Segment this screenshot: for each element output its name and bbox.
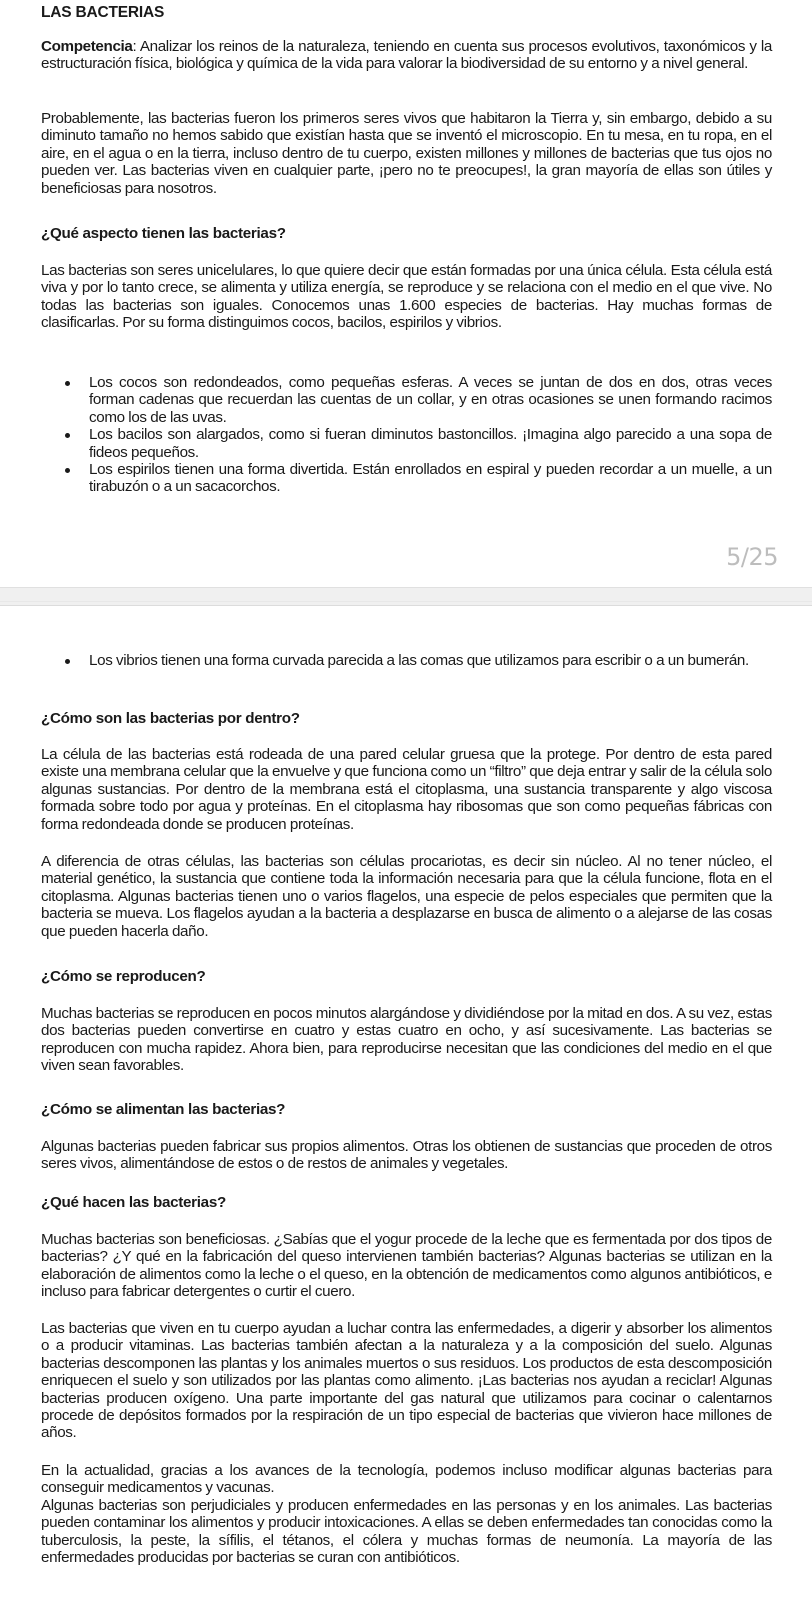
bacteria-shapes-list	[89, 374, 772, 496]
list-item-bacilos: Los bacilos son alargados, como si fueran diminutos bastoncillos. ¡Imagina algo parecido a una sopa de fideos pequeños.	[89, 426, 772, 461]
competencia-text: : Analizar los reinos de la naturaleza, teniendo en cuenta sus procesos evolutivos, taxonómicos y la estructuración física, biológica y química de la vida para valorar la biodiversidad de su entorno y a nivel general.	[41, 38, 772, 73]
section-heading-que-hacen: ¿Qué hacen las bacterias?	[41, 1194, 226, 1211]
bullet-icon	[65, 433, 70, 438]
list-item-cocos: Los cocos son redondeados, como pequeñas esferas. A veces se juntan de dos en dos, otras veces forman cadenas que recuerdan las cuentas de un collar, y en otras ocasiones se unen formando racimos como los de las uvas.	[89, 374, 772, 426]
section-heading-alimentan: ¿Cómo se alimentan las bacterias?	[41, 1101, 286, 1118]
section-heading-aspecto: ¿Qué aspecto tienen las bacterias?	[41, 225, 286, 242]
page-number-indicator: 5/25	[726, 543, 778, 571]
competencia-paragraph	[41, 38, 772, 73]
competencia-label: Competencia	[41, 38, 133, 55]
section-paragraph-alimentan: Algunas bacterias pueden fabricar sus propios alimentos. Otras los obtienen de sustancias que proceden de otros seres vivos, alimentándose de estos o de restos de animales y vegetales.	[41, 1138, 772, 1173]
section-paragraph-reproducen: Muchas bacterias se reproducen en pocos minutos alargándose y dividiéndose por la mitad en dos. A su vez, estas dos bacterias pueden convertirse en cuatro y estas cuatro en ocho, y así sucesivamente. Las bacterias se reproducen con mucha rapidez. Ahora bien, para reproducirse necesitan que las condiciones del medio en el que viven sean favorables.	[41, 1005, 772, 1075]
section-heading-por-dentro: ¿Cómo son las bacterias por dentro?	[41, 710, 300, 727]
section-heading-reproducen: ¿Cómo se reproducen?	[41, 968, 206, 985]
document-title: LAS BACTERIAS	[41, 4, 165, 21]
section-paragraph-que-hacen-3: En la actualidad, gracias a los avances de la tecnología, podemos incluso modificar algunas bacterias para conseguir medicamentos y vacunas.	[41, 1462, 772, 1497]
section-paragraph-que-hacen-4: Algunas bacterias son perjudiciales y producen enfermedades en las personas y en los animales. Las bacterias pueden contaminar los alimentos y producir intoxicaciones. A ellas se deben enfermedades tan conocidas como la tuberculosis, la peste, la sífilis, el tétanos, el cólera y muchas formas de neumonía. La mayoría de las enfermedades producidas por bacterias se curan con antibióticos.	[41, 1497, 772, 1567]
list-item-vibrios: Los vibrios tienen una forma curvada parecida a las comas que utilizamos para escribir o a un bumerán.	[89, 652, 772, 669]
section-paragraph-aspecto: Las bacterias son seres unicelulares, lo que quiere decir que están formadas por una única célula. Esta célula está viva y por lo tanto crece, se alimenta y utiliza energía, se reproduce y se relaciona con el medio en el que vive. No todas las bacterias son iguales. Conocemos unas 1.600 especies de bacterias. Hay muchas formas de clasificarlas. Por su forma distinguimos cocos, bacilos, espirilos y vibrios.	[41, 262, 772, 332]
section-paragraph-que-hacen-1: Muchas bacterias son beneficiosas. ¿Sabías que el yogur procede de la leche que es fermentada por dos tipos de bacterias? ¿Y qué en la fabricación del queso intervienen también bacterias? Algunas bacterias se utilizan en la elaboración de alimentos como la leche o el queso, en la obtención de medicamentos como algunos antibióticos, e incluso para fabricar detergentes o curtir el cuero.	[41, 1231, 772, 1301]
bullet-icon	[65, 659, 70, 664]
section-paragraph-por-dentro-2: A diferencia de otras células, las bacterias son células procariotas, es decir sin núcleo. Al no tener núcleo, el material genético, la sustancia que contiene toda la información necesaria para que la célula funcione, flota en el citoplasma. Algunas bacterias tienen uno o varios flagelos, una especie de pelos especiales que permiten que la bacteria se mueva. Los flagelos ayudan a la bacteria a desplazarse en busca de alimento o a alejarse de las cosas que pueden hacerla daño.	[41, 853, 772, 940]
list-item-espirilos: Los espirilos tienen una forma divertida. Están enrollados en espiral y pueden recordar a un muelle, a un tirabuzón o a un sacacorchos.	[89, 461, 772, 496]
bullet-icon	[65, 468, 70, 473]
bacteria-shapes-list-continued	[89, 652, 772, 669]
section-paragraph-por-dentro-1: La célula de las bacterias está rodeada de una pared celular gruesa que la protege. Por dentro de esta pared existe una membrana celular que la envuelve y que funciona como un “filtro” que deja entrar y salir de la célula solo algunas sustancias. Por dentro de la membrana está el citoplasma, una sustancia transparente y algo viscosa formada sobre todo por agua y proteínas. En el citoplasma hay ribosomas que son como pequeñas fábricas con forma redondeada donde se producen proteínas.	[41, 746, 772, 833]
page-separator	[0, 587, 812, 606]
section-paragraph-que-hacen-2: Las bacterias que viven en tu cuerpo ayudan a luchar contra las enfermedades, a digerir y absorber los alimentos o a producir vitaminas. Las bacterias también afectan a la naturaleza y a la composición del suelo. Algunas bacterias descomponen las plantas y los animales muertos o sus residuos. Los productos de esta descomposición enriquecen el suelo y son utilizados por las plantas como alimento. ¡Las bacterias nos ayudan a reciclar! Algunas bacterias producen oxígeno. Una parte importante del gas natural que utilizamos para cocinar o calentarnos procede de depósitos formados por la respiración de un tipo especial de bacterias que vivieron hace millones de años.	[41, 1320, 772, 1442]
bullet-icon	[65, 381, 70, 386]
intro-paragraph: Probablemente, las bacterias fueron los primeros seres vivos que habitaron la Tierra y, sin embargo, debido a su diminuto tamaño no hemos sabido que existían hasta que se inventó el microscopio. En tu mesa, en tu ropa, en el aire, en el agua o en la tierra, incluso dentro de tu cuerpo, existen millones y millones de bacterias que tus ojos no pueden ver. Las bacterias viven en cualquier parte, ¡pero no te preocupes!, la gran mayoría de ellas son útiles y beneficiosas para nosotros.	[41, 110, 772, 197]
